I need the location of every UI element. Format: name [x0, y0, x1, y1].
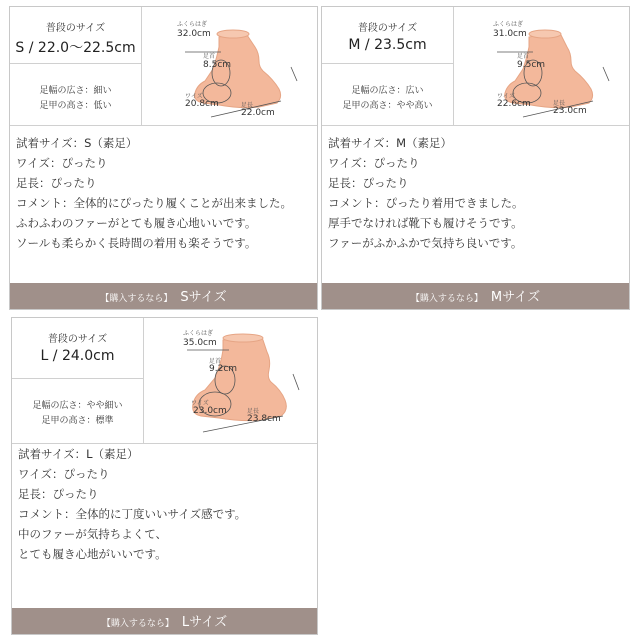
review-line: コメント：全体的に丁度いいサイズ感です。 [18, 507, 247, 521]
width-label: ワイズ [185, 93, 203, 100]
foot-diagram [143, 318, 317, 443]
review-line: ファーがふかふかで気持ち良いです。 [328, 236, 523, 250]
heel-value: 8.5cm [203, 60, 232, 70]
buy-prefix: 【購入するなら】 [101, 619, 174, 629]
length-value: 23.0cm [553, 106, 587, 116]
heel-label: 足首 [209, 358, 222, 365]
instep-height-text: 足甲の高さ：標準 [41, 416, 114, 426]
buy-l-button[interactable] [12, 608, 317, 634]
foot-diagram [453, 7, 629, 125]
review-line: ソールも柔らかく長時間の着用も楽そうです。 [16, 236, 257, 250]
calf-value: 31.0cm [493, 29, 527, 39]
usual-size-label: 普段のサイズ [357, 23, 418, 34]
divider [12, 378, 143, 379]
review-text [16, 133, 313, 253]
review-line: ワイズ：ぴったり [16, 156, 108, 170]
divider [10, 63, 141, 64]
review-line: コメント：全体的にぴったり履くことが出来ました。 [16, 196, 292, 210]
calf-label: ふくらはぎ [177, 21, 208, 28]
review-line: とても履き心地がいいです。 [18, 547, 167, 561]
foot-illustration [143, 318, 319, 443]
width-value: 22.6cm [497, 99, 531, 109]
foot-diagram [141, 7, 317, 125]
review-line: ワイズ：ぴったり [328, 156, 420, 170]
buy-m-button[interactable] [322, 283, 629, 309]
length-label: 足長 [553, 100, 566, 107]
usual-size-info [10, 7, 142, 125]
instep-height-text: 足甲の高さ：低い [39, 101, 112, 111]
buy-size: Lサイズ [181, 615, 228, 630]
usual-size-value: L / 24.0cm [40, 348, 115, 364]
length-value: 23.8cm [247, 414, 281, 424]
heel-label: 足首 [517, 53, 530, 60]
length-label: 足長 [241, 102, 254, 109]
review-line: 足長：ぴったり [18, 487, 99, 501]
foot-width-text: 足幅の広さ：広い [351, 86, 424, 96]
usual-size-label: 普段のサイズ [47, 334, 108, 345]
heel-label: 足首 [203, 53, 216, 60]
review-line: ワイズ：ぴったり [18, 467, 110, 481]
usual-size-value: S / 22.0〜22.5cm [15, 40, 136, 56]
width-label: ワイズ [497, 93, 515, 100]
foot-width-text: 足幅の広さ：やや細い [32, 401, 123, 411]
size-card-m [321, 6, 630, 310]
width-label: ワイズ [191, 400, 209, 407]
length-label: 足長 [247, 408, 260, 415]
foot-width-text: 足幅の広さ：細い [39, 86, 112, 96]
instep-height-text: 足甲の高さ：やや高い [342, 101, 433, 111]
usual-size-info [12, 318, 144, 443]
usual-size-info [322, 7, 454, 125]
review-text [328, 133, 625, 253]
calf-value: 35.0cm [183, 338, 217, 348]
review-line: 試着サイズ：L（素足） [18, 447, 139, 461]
size-card-l [11, 317, 318, 635]
size-card-s [9, 6, 318, 310]
review-line: 足長：ぴったり [328, 176, 409, 190]
width-value: 23.0cm [193, 406, 227, 416]
review-line: ふわふわのファーがとても履き心地いいです。 [16, 216, 257, 230]
usual-size-label: 普段のサイズ [45, 23, 106, 34]
review-text [18, 444, 313, 564]
calf-label: ふくらはぎ [493, 21, 524, 28]
buy-s-button[interactable] [10, 283, 317, 309]
buy-size: Sサイズ [180, 290, 227, 305]
review-line: 試着サイズ：S（素足） [16, 136, 138, 150]
review-line: 中のファーが気持ちよくて、 [18, 527, 168, 541]
length-value: 22.0cm [241, 108, 275, 118]
buy-prefix: 【購入するなら】 [100, 294, 173, 304]
usual-size-value: M / 23.5cm [348, 37, 427, 53]
review-line: 厚手でなければ靴下も履けそうです。 [328, 216, 523, 230]
review-line: 足長：ぴったり [16, 176, 97, 190]
calf-value: 32.0cm [177, 29, 211, 39]
review-line: 試着サイズ：M（素足） [328, 136, 453, 150]
review-line: コメント：ぴったり着用できました。 [328, 196, 524, 210]
width-value: 20.8cm [185, 99, 219, 109]
divider [322, 63, 453, 64]
card-header [322, 7, 629, 126]
calf-label: ふくらはぎ [183, 330, 214, 337]
heel-value: 9.5cm [517, 60, 546, 70]
buy-size: Mサイズ [490, 290, 541, 305]
buy-prefix: 【購入するなら】 [410, 294, 483, 304]
card-header [12, 318, 317, 444]
heel-value: 9.2cm [209, 364, 238, 374]
card-header [10, 7, 317, 126]
